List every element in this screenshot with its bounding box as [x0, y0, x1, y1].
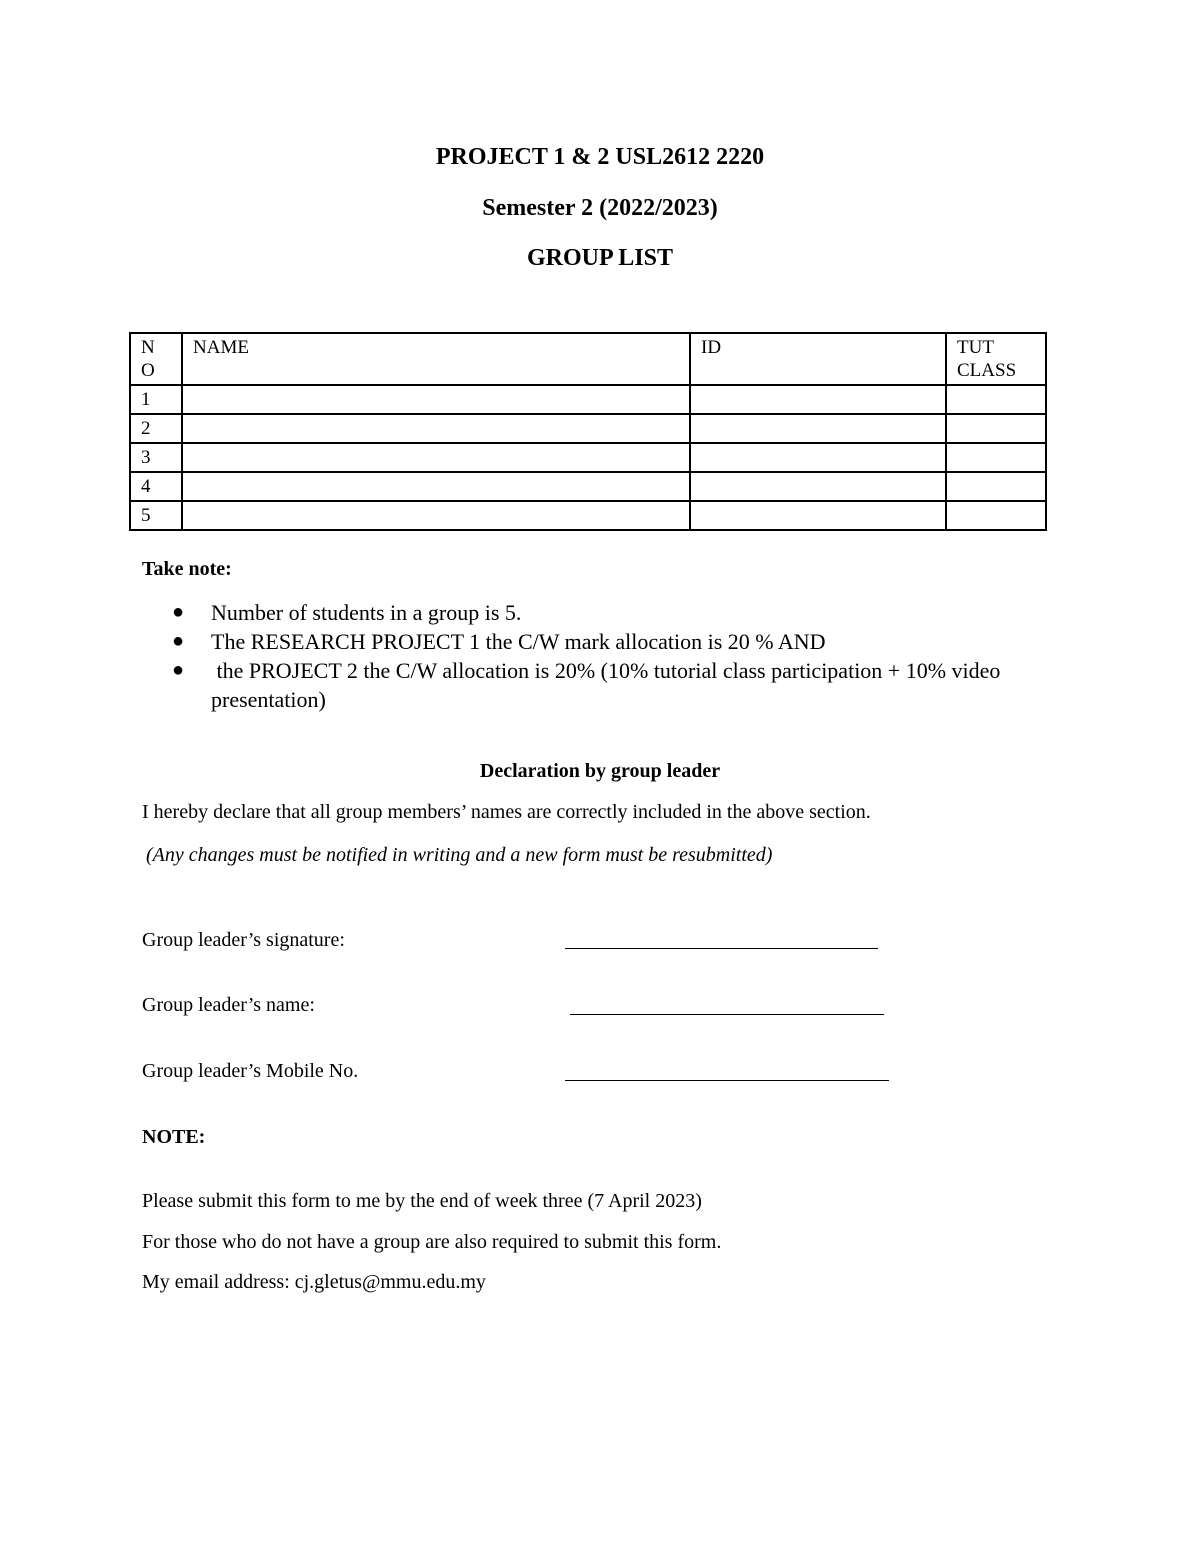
list-item: [172, 598, 1081, 627]
list-item: [172, 656, 1081, 714]
bullet-icon: ●: [172, 659, 185, 681]
name-cell[interactable]: [182, 443, 690, 472]
group-list-title: GROUP LIST: [526, 245, 674, 271]
header-no: N O: [130, 333, 182, 385]
submit-deadline-text: Please submit this form to me by the end of week three (7 April 2023): [142, 1190, 702, 1212]
row-number: 4: [130, 472, 182, 501]
tut-class-cell[interactable]: [946, 472, 1046, 501]
note-heading: NOTE:: [142, 1126, 206, 1148]
tut-class-cell[interactable]: [946, 443, 1046, 472]
name-cell[interactable]: [182, 472, 690, 501]
tut-class-cell[interactable]: [946, 385, 1046, 414]
group-list-table: [129, 332, 1047, 531]
mobile-field[interactable]: [565, 1080, 889, 1081]
signature-field[interactable]: [565, 948, 878, 949]
table-row: [130, 414, 1046, 443]
declaration-text: I hereby declare that all group members’ names are correctly included in the above section.: [142, 801, 871, 823]
note-text: The RESEARCH PROJECT 1 the C/W mark allocation is 20 % AND: [211, 629, 826, 654]
table-row: [130, 501, 1046, 530]
signature-label: Group leader’s signature:: [142, 929, 345, 951]
id-cell[interactable]: [690, 443, 946, 472]
no-group-text: For those who do not have a group are also required to submit this form.: [142, 1231, 722, 1253]
header-name: NAME: [182, 333, 690, 385]
table-header-row: [130, 333, 1046, 385]
name-cell[interactable]: [182, 414, 690, 443]
row-number: 5: [130, 501, 182, 530]
name-cell[interactable]: [182, 501, 690, 530]
row-number: 1: [130, 385, 182, 414]
notes-list: [172, 598, 1081, 714]
email-text: My email address: cj.gletus@mmu.edu.my: [142, 1271, 486, 1293]
tut-class-cell[interactable]: [946, 414, 1046, 443]
row-number: 3: [130, 443, 182, 472]
row-number: 2: [130, 414, 182, 443]
name-cell[interactable]: [182, 385, 690, 414]
id-cell[interactable]: [690, 385, 946, 414]
id-cell[interactable]: [690, 472, 946, 501]
id-cell[interactable]: [690, 414, 946, 443]
tut-class-cell[interactable]: [946, 501, 1046, 530]
document-title: PROJECT 1 & 2 USL2612 2220: [435, 144, 765, 170]
table-row: [130, 443, 1046, 472]
bullet-icon: ●: [172, 601, 185, 623]
header-id: ID: [690, 333, 946, 385]
semester-label: Semester 2 (2022/2023): [482, 195, 718, 221]
leader-name-label: Group leader’s name:: [142, 994, 315, 1016]
mobile-label: Group leader’s Mobile No.: [142, 1060, 359, 1082]
table-row: [130, 472, 1046, 501]
table-row: [130, 385, 1046, 414]
bullet-icon: ●: [172, 630, 185, 652]
id-cell[interactable]: [690, 501, 946, 530]
list-item: [172, 627, 1081, 656]
declaration-note: (Any changes must be notified in writing and a new form must be resubmitted): [146, 844, 773, 866]
note-text: the PROJECT 2 the C/W allocation is 20% (10% tutorial class participation + 10% video presentation): [211, 658, 1006, 712]
declaration-heading: Declaration by group leader: [479, 760, 721, 782]
header-tut-class: TUT CLASS: [946, 333, 1046, 385]
note-text: Number of students in a group is 5.: [211, 600, 522, 625]
take-note-heading: Take note:: [142, 558, 232, 580]
leader-name-field[interactable]: [570, 1014, 884, 1015]
